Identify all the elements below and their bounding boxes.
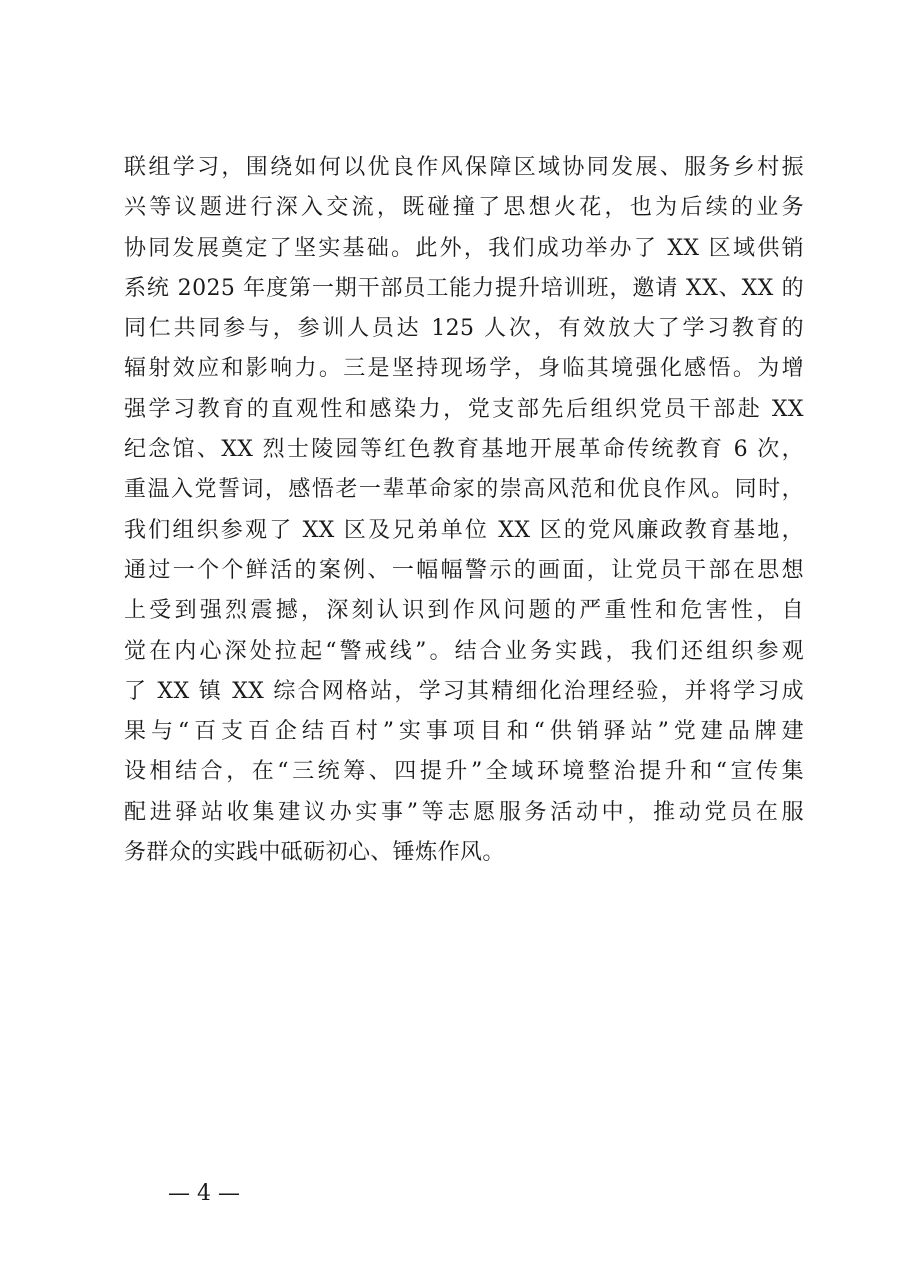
text-line: 我们组织参观了 XX 区及兄弟单位 XX 区的党风廉政教育基地， xyxy=(124,517,804,543)
text-line: 务群众的实践中砥砺初心、锤炼作风。 xyxy=(124,840,505,866)
text-line: 上受到强烈震撼，深刻认识到作风问题的严重性和危害性，自 xyxy=(124,598,804,624)
text-line: 果与“百支百企结百村”实事项目和“供销驿站”党建品牌建 xyxy=(124,719,804,745)
text-line: 协同发展奠定了坚实基础。此外，我们成功举办了 XX 区域供销 xyxy=(124,235,804,261)
text-line: 觉在内心深处拉起“警戒线”。结合业务实践，我们还组织参观 xyxy=(124,638,804,664)
text-line: 联组学习，围绕如何以优良作风保障区域协同发展、服务乡村振 xyxy=(124,155,804,180)
body-paragraph xyxy=(124,148,804,873)
text-line: 了 XX 镇 XX 综合网格站，学习其精细化治理经验，并将学习成 xyxy=(124,678,804,704)
text-line: 纪念馆、XX 烈士陵园等红色教育基地开展革命传统教育 6 次， xyxy=(124,437,804,463)
text-line: 同仁共同参与，参训人员达 125 人次，有效放大了学习教育的 xyxy=(124,316,804,342)
text-line: 配进驿站收集建议办实事”等志愿服务活动中，推动党员在服 xyxy=(124,799,804,825)
text-line: 设相结合，在“三统筹、四提升”全域环境整治提升和“宣传集 xyxy=(124,759,804,785)
text-line: 通过一个个鲜活的案例、一幅幅警示的画面，让党员干部在思想 xyxy=(124,557,804,583)
text-line: 兴等议题进行深入交流，既碰撞了思想火花，也为后续的业务 xyxy=(124,195,804,221)
text-line: 系统 2025 年度第一期干部员工能力提升培训班，邀请 XX、XX 的 xyxy=(124,275,804,301)
text-line: 辐射效应和影响力。三是坚持现场学，身临其境强化感悟。为增 xyxy=(124,356,804,382)
page-number: — 4 — xyxy=(168,1181,240,1206)
text-line: 强学习教育的直观性和感染力，党支部先后组织党员干部赴 XX xyxy=(124,396,804,422)
text-line: 重温入党誓词，感悟老一辈革命家的崇高风范和优良作风。同时， xyxy=(124,477,804,503)
